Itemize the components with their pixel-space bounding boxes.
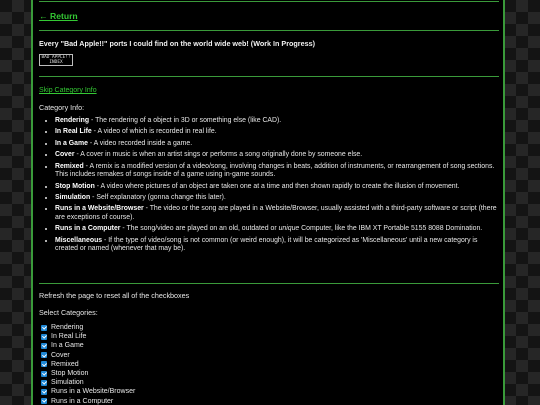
definition-remixed [55, 163, 499, 180]
checkbox-cover[interactable] [41, 352, 47, 358]
checkbox-simulation[interactable] [41, 380, 47, 386]
skip-category-info-link[interactable]: Skip Category Info [39, 87, 97, 94]
checkbox-rendering[interactable] [41, 325, 47, 331]
checkbox-row-rendering[interactable] [41, 323, 135, 332]
category-info-heading: Category Info: [39, 103, 85, 112]
definition-in-a-game [55, 140, 499, 149]
definition-term: Stop Motion [55, 182, 95, 190]
checkbox-row-runs-in-computer[interactable] [41, 397, 135, 405]
checkbox-stop-motion[interactable] [41, 371, 47, 377]
checkbox-label[interactable]: In a Game [51, 342, 84, 350]
checkbox-label[interactable]: Remixed [51, 360, 79, 368]
definition-text: - A remix is a modified version of a video/song, involving changes in beats, addition of instruments, or rearrangement of song sections. This includes remakes of songs inside of a game using in-game sounds. [55, 162, 495, 179]
definition-term: Runs in a Computer [55, 225, 121, 233]
definition-text: - The video or the song are played in a Website/Browser, usually assisted with a third-party software or script (there are exceptions of course). [55, 205, 497, 221]
checkbox-label[interactable]: In Real Life [51, 333, 87, 341]
checkbox-label[interactable]: Runs in a Computer [51, 397, 114, 405]
definition-runs-in-website [55, 205, 499, 222]
definition-cover [55, 151, 499, 160]
category-definitions-list [39, 117, 499, 257]
checkbox-label[interactable]: Stop Motion [51, 370, 89, 378]
definition-simulation [55, 194, 499, 203]
checkbox-row-in-a-game[interactable] [41, 341, 135, 350]
definition-text: - A cover in music is when an artist sings or performs a song originally done by someone else. [74, 151, 363, 159]
logo-line-1: BAD APPLE!! [41, 55, 71, 60]
category-checkbox-list [41, 323, 135, 405]
definition-text: - Self explanatory (gonna change this later). [90, 193, 226, 201]
definition-text-end: Computer, like the IBM XT Portable 5155 8088 Domination. [299, 225, 483, 233]
definition-term: In Real Life [55, 128, 92, 136]
checkbox-row-runs-in-website[interactable] [41, 387, 135, 396]
definition-term: Miscellaneous [55, 236, 103, 244]
checkbox-label[interactable]: Runs in a Website/Browser [51, 388, 136, 396]
definition-text: - The rendering of a object in 3D or something else (like CAD). [89, 117, 282, 124]
definition-emphasis: unique [278, 225, 300, 233]
checkbox-row-remixed[interactable] [41, 360, 135, 369]
definition-term: Cover [55, 151, 75, 159]
checkbox-label[interactable]: Rendering [51, 324, 84, 332]
checkbox-row-simulation[interactable] [41, 378, 135, 387]
definition-rendering [55, 117, 499, 126]
checkbox-label[interactable]: Simulation [51, 379, 84, 387]
definition-runs-in-computer [55, 225, 499, 234]
definition-text: - If the type of video/song is not common (or weird enough), it will be categorized as 'Miscellaneous' until a new category is created or named (whenever that may be). [55, 236, 478, 253]
checkbox-label[interactable]: Cover [51, 351, 70, 359]
divider-under-logo [39, 76, 499, 77]
top-divider [39, 1, 499, 2]
definition-text: - The song/video are played on an old, outdated or [120, 225, 279, 233]
page-headline: Every "Bad Apple!!" ports I could find on the world wide web! (Work In Progress) [39, 39, 315, 48]
definition-term: Remixed [55, 162, 84, 170]
checkbox-row-in-real-life[interactable] [41, 332, 135, 341]
definition-term: Runs in a Website/Browser [55, 205, 144, 213]
divider-under-return [39, 30, 499, 31]
definition-stop-motion [55, 183, 499, 192]
definition-term: In a Game [55, 139, 88, 147]
definition-text: - A video recorded inside a game. [87, 139, 193, 147]
checkbox-in-real-life[interactable] [41, 334, 47, 340]
bad-apple-logo [39, 54, 73, 66]
logo-line-2: INDEX [49, 60, 63, 65]
main-panel [31, 0, 505, 405]
definition-term: Rendering [55, 117, 90, 124]
checkbox-in-a-game[interactable] [41, 343, 47, 349]
definition-in-real-life [55, 128, 499, 137]
checkbox-remixed[interactable] [41, 361, 47, 367]
select-categories-heading: Select Categories: [39, 308, 98, 317]
definition-text: - A video of which is recorded in real life. [91, 128, 217, 136]
definition-term: Simulation [55, 193, 91, 201]
return-link[interactable]: ← Return [39, 11, 78, 21]
divider-above-refresh [39, 283, 499, 284]
checkbox-runs-in-website[interactable] [41, 389, 47, 395]
definition-text: - A video where pictures of an object are taken one at a time and then shown rapidly to create the illusion of movement. [94, 182, 460, 190]
checkbox-runs-in-computer[interactable] [41, 398, 47, 404]
refresh-note: Refresh the page to reset all of the checkboxes [39, 291, 190, 300]
checkbox-row-stop-motion[interactable] [41, 369, 135, 378]
checkbox-row-cover[interactable] [41, 351, 135, 360]
definition-miscellaneous [55, 237, 499, 254]
